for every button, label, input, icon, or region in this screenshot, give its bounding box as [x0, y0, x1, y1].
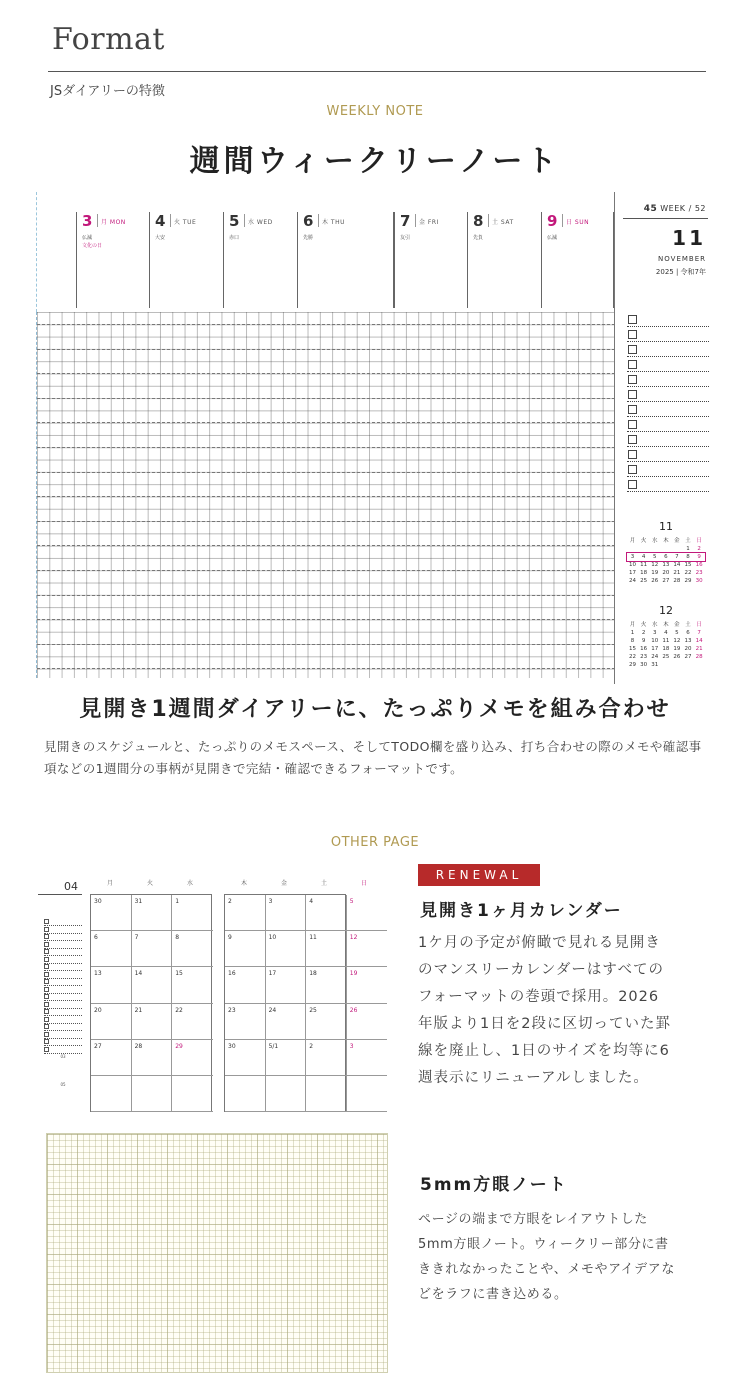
checkbox-icon[interactable] — [628, 480, 637, 489]
monthly-day-cell: 23 — [225, 1004, 266, 1040]
day-column-6 — [298, 212, 394, 308]
mini-calendar-cell: 月 — [629, 622, 636, 628]
monthly-day-cell: 19 — [347, 967, 388, 1003]
mini-calendar-cell: 12 — [673, 638, 681, 644]
mini-calendar-cell: 29 — [629, 662, 637, 668]
day-name: 月 MON — [101, 219, 126, 226]
mini-calendar-cell: 土 — [685, 538, 691, 544]
mini-calendar-cell: 3 — [630, 554, 635, 560]
checkbox-icon — [44, 994, 49, 999]
mini-calendar-cell: 1 — [686, 546, 690, 552]
monthly-day-cell: 14 — [132, 967, 173, 1003]
mini-calendar-cell: 20 — [662, 570, 670, 576]
monthly-weekday-head: 金 — [280, 880, 287, 887]
day-rokuyo: 赤口 — [229, 235, 240, 241]
grid-dashed-line — [37, 644, 615, 645]
checkbox-icon — [44, 964, 49, 969]
monthly-day-cell — [132, 1076, 173, 1112]
monthly-day-cell: 30 — [225, 1040, 266, 1076]
mini-calendar-cell: 9 — [641, 638, 646, 644]
monthly-day-cell: 22 — [172, 1004, 213, 1040]
grid-dashed-line — [37, 595, 615, 596]
side-divider — [623, 218, 708, 219]
mini-calendar-row — [627, 629, 705, 637]
monthly-month-number: 04 — [64, 880, 78, 893]
mini-calendar-cell: 5 — [652, 554, 657, 560]
mini-calendar-cell: 8 — [686, 554, 690, 560]
mini-calendar-cell: 4 — [664, 630, 668, 636]
monthly-day-cell — [225, 1076, 266, 1112]
mini-calendar-row — [627, 537, 705, 545]
mini-calendar-cell: 14 — [695, 638, 703, 644]
mini-calendar-cell: 金 — [674, 538, 680, 544]
mini-calendar-cell: 木 — [663, 622, 669, 628]
mini-calendar-cell — [649, 545, 660, 553]
mini-calendar-cell: 火 — [640, 538, 647, 544]
mini-calendar-cell: 28 — [695, 654, 703, 660]
mini-calendar-cell: 6 — [686, 630, 690, 636]
mini-calendar-cell: 26 — [651, 578, 659, 584]
monthly-day-cell: 30 — [91, 895, 132, 931]
monthly-day-cell: 9 — [225, 931, 266, 967]
monthly-day-cell: 8 — [172, 931, 213, 967]
monthly-day-cell: 20 — [91, 1004, 132, 1040]
monthly-side-rule — [38, 894, 82, 895]
checkbox-icon[interactable] — [628, 435, 637, 444]
day-name: 金 FRI — [419, 219, 439, 226]
grid-dashed-line — [37, 398, 615, 399]
checkbox-icon[interactable] — [628, 345, 637, 354]
checkbox-icon — [44, 957, 49, 962]
mini-calendar-cell: 27 — [662, 578, 670, 584]
todo-row[interactable] — [627, 402, 709, 417]
checkbox-icon — [44, 979, 49, 984]
mini-calendar-cell — [638, 545, 649, 553]
monthly-day-cell: 2 — [306, 1040, 347, 1076]
mini-calendar-cell: 水 — [651, 538, 658, 544]
mini-calendar-cell: 25 — [662, 654, 670, 660]
day-rokuyo: 大安 — [155, 235, 166, 241]
monthly-calendar-image — [36, 866, 388, 1116]
monthly-side-column — [36, 866, 84, 1116]
day-separator — [318, 214, 319, 227]
side-month-number: 11 — [672, 226, 706, 250]
grid-note-image — [46, 1133, 388, 1373]
day-separator — [244, 214, 245, 227]
mini-calendar-cell: 18 — [662, 646, 670, 652]
checkbox-icon — [44, 949, 49, 954]
monthly-weekday-head: 月 — [106, 880, 113, 887]
mini-calendar-cell — [694, 661, 705, 669]
grid-dashed-line — [37, 373, 615, 374]
mini-calendar-cell: 31 — [651, 662, 659, 668]
grid-dashed-line — [37, 496, 615, 497]
grid-dashed-line — [37, 619, 615, 620]
grid-dashed-line — [37, 545, 615, 546]
todo-row[interactable] — [627, 462, 709, 477]
mini-calendar-cell: 30 — [640, 662, 648, 668]
mini-calendar-row — [627, 569, 705, 577]
checkbox-icon — [44, 1039, 49, 1044]
day-number: 9 — [547, 212, 558, 230]
mini-calendar-cell: 火 — [640, 622, 647, 628]
monthly-day-cell: 13 — [91, 967, 132, 1003]
mini-calendar-title: 11 — [659, 520, 673, 533]
monthly-text: 1ケ月の予定が俯瞰で見れる見開きのマンスリーカレンダーはすべてのフォーマットの巻頭で採用。2026年版より1日を2段に区切っていた罫線を廃止し、1日のサイズを均等に6週表示にリニューアルしました。 — [418, 935, 671, 1086]
grid-dashed-line — [37, 349, 615, 350]
day-name: 水 WED — [248, 219, 273, 226]
day-rokuyo: 友引 — [400, 235, 411, 241]
day-separator — [97, 214, 98, 227]
day-separator — [488, 214, 489, 227]
day-holiday: 文化の日 — [82, 243, 103, 249]
todo-row[interactable] — [627, 342, 709, 357]
day-number: 8 — [473, 212, 484, 230]
mini-calendar-cell: 26 — [673, 654, 681, 660]
monthly-day-cell: 26 — [347, 1004, 388, 1040]
mini-calendar-cell: 24 — [651, 654, 659, 660]
checkbox-icon — [44, 1009, 49, 1014]
todo-row[interactable] — [627, 372, 709, 387]
checkbox-icon — [44, 919, 49, 924]
mini-calendar-cell: 23 — [695, 570, 703, 576]
checkbox-icon — [44, 1017, 49, 1022]
weekly-spread-image — [36, 192, 708, 684]
mini-calendar-cell: 21 — [695, 646, 703, 652]
section-subtitle: JSダイアリーの特徴 — [50, 84, 165, 99]
monthly-day-cell: 5/1 — [266, 1040, 307, 1076]
monthly-day-cell: 27 — [91, 1040, 132, 1076]
mini-calendar-cell: 21 — [673, 570, 681, 576]
monthly-day-cell: 24 — [266, 1004, 307, 1040]
monthly-day-cell: 4 — [306, 895, 347, 931]
checkbox-icon — [44, 942, 49, 947]
monthly-weekday-head: 日 — [360, 880, 367, 887]
checkbox-icon[interactable] — [628, 315, 637, 324]
day-rokuyo: 仏滅 — [82, 235, 93, 241]
weekly-headline: 見開き1週間ダイアリーに、たっぷりメモを組み合わせ — [79, 697, 671, 722]
mini-calendar-cell: 9 — [697, 554, 701, 560]
monthly-day-cell: 17 — [266, 967, 307, 1003]
mini-calendar-cell: 1 — [630, 630, 635, 636]
checkbox-icon — [44, 1032, 49, 1037]
monthly-day-cell — [347, 1076, 388, 1112]
mini-calendar-cell: 30 — [695, 578, 703, 584]
monthly-right-page — [224, 894, 358, 1112]
monthly-day-cell: 31 — [132, 895, 173, 931]
monthly-day-cell: 5 — [347, 895, 388, 931]
mini-calendar-cell: 4 — [641, 554, 646, 560]
checkbox-icon — [44, 1024, 49, 1029]
grid-dashed-line — [37, 422, 615, 423]
monthly-day-cell: 7 — [132, 931, 173, 967]
mini-calendar-cell: 11 — [640, 562, 648, 568]
mini-calendar-cell — [682, 661, 693, 669]
mini-calendar-cell: 22 — [629, 654, 637, 660]
day-number: 4 — [155, 212, 166, 230]
monthly-weekday-head: 土 — [320, 880, 327, 887]
checkbox-icon — [44, 1047, 49, 1052]
todo-row[interactable] — [627, 447, 709, 462]
mini-calendar-november — [627, 520, 705, 585]
mini-calendar-cell: 18 — [640, 570, 648, 576]
monthly-weekday-head: 火 — [146, 880, 153, 887]
mini-calendar-cell — [660, 545, 671, 553]
mini-calendar-cell: 7 — [697, 630, 701, 636]
monthly-day-cell — [266, 1076, 307, 1112]
monthly-day-cell: 11 — [306, 931, 347, 967]
day-column-4 — [150, 212, 224, 308]
mini-calendar-row — [627, 653, 705, 661]
monthly-weekday-head: 木 — [240, 880, 247, 887]
day-column-3 — [76, 212, 150, 308]
mini-calendar-cell: 水 — [651, 622, 658, 628]
other-page-label: OTHER PAGE — [330, 835, 420, 850]
mini-calendar-cell: 19 — [651, 570, 659, 576]
day-separator — [170, 214, 171, 227]
memo-grid — [36, 312, 614, 678]
monthly-day-cell: 16 — [225, 967, 266, 1003]
day-column-8 — [468, 212, 542, 308]
monthly-day-cell: 21 — [132, 1004, 173, 1040]
monthly-day-cell: 25 — [306, 1004, 347, 1040]
checkbox-icon — [44, 1002, 49, 1007]
mini-calendar-cell: 28 — [673, 578, 681, 584]
checkbox-icon[interactable] — [628, 375, 637, 384]
side-mini-month-a: 03 — [60, 1054, 66, 1059]
mini-calendar-cell: 木 — [663, 538, 669, 544]
monthly-day-cell: 3 — [266, 895, 307, 931]
mini-calendar-cell: 10 — [651, 638, 659, 644]
day-rokuyo: 先負 — [473, 235, 484, 241]
mini-calendar-cell: 金 — [674, 622, 680, 628]
todo-row[interactable] — [627, 327, 709, 342]
weekly-note-label: WEEKLY NOTE — [326, 104, 424, 119]
mini-calendar-cell: 7 — [675, 554, 679, 560]
mini-calendar-cell: 月 — [629, 538, 636, 544]
mini-calendar-cell: 11 — [662, 638, 670, 644]
mini-calendar-cell: 16 — [695, 562, 703, 568]
mini-calendar-row — [627, 545, 705, 553]
day-name: 日 SUN — [566, 219, 590, 226]
week-number: 45 WEEK / 52 — [643, 204, 706, 214]
monthly-day-cell: 10 — [266, 931, 307, 967]
day-column-5 — [224, 212, 298, 308]
todo-list — [627, 312, 709, 492]
grid-dashed-line — [37, 472, 615, 473]
mini-calendar-row — [627, 637, 705, 645]
monthly-day-cell: 6 — [91, 931, 132, 967]
todo-row[interactable] — [627, 387, 709, 402]
todo-row[interactable] — [627, 477, 709, 492]
monthly-day-cell — [306, 1076, 347, 1112]
grid-title: 5mm方眼ノート — [420, 1175, 568, 1195]
mini-calendar-cell: 27 — [684, 654, 692, 660]
monthly-day-cell: 12 — [347, 931, 388, 967]
grid-dashed-line — [37, 570, 615, 571]
checkbox-icon — [44, 934, 49, 939]
monthly-weekday-head: 水 — [186, 880, 193, 887]
mini-calendar-cell: 3 — [652, 630, 657, 636]
day-column-7 — [394, 212, 468, 308]
mini-calendar-row — [627, 577, 705, 585]
mini-calendar-cell: 2 — [641, 630, 646, 636]
mini-calendar-cell: 29 — [684, 578, 692, 584]
monthly-day-cell — [91, 1076, 132, 1112]
mini-calendar-row — [627, 645, 705, 653]
mini-calendar-cell: 13 — [684, 638, 692, 644]
mini-calendar-cell: 13 — [662, 562, 670, 568]
side-mini-month-b: 05 — [60, 1082, 66, 1087]
grid-dashed-line — [37, 668, 615, 669]
mini-calendar-cell: 19 — [673, 646, 681, 652]
day-name: 木 THU — [322, 219, 345, 226]
section-title: Format — [52, 22, 165, 57]
monthly-todo-row — [44, 1046, 82, 1054]
mini-calendar-cell — [671, 545, 682, 553]
mini-calendar-cell: 土 — [685, 622, 691, 628]
weekly-note-title: 週間ウィークリーノート — [189, 144, 561, 179]
mini-calendar-cell: 10 — [629, 562, 637, 568]
mini-calendar-december — [627, 604, 705, 669]
checkbox-icon[interactable] — [628, 420, 637, 429]
mini-calendar-cell: 23 — [640, 654, 648, 660]
monthly-day-cell: 28 — [132, 1040, 173, 1076]
day-rokuyo: 先勝 — [303, 235, 314, 241]
checkbox-icon — [44, 987, 49, 992]
mini-calendar-cell: 25 — [640, 578, 648, 584]
checkbox-icon[interactable] — [628, 360, 637, 369]
checkbox-icon[interactable] — [628, 450, 637, 459]
day-column-9 — [542, 212, 614, 308]
mini-calendar-cell: 20 — [684, 646, 692, 652]
checkbox-icon[interactable] — [628, 465, 637, 474]
todo-row[interactable] — [627, 417, 709, 432]
mini-calendar-cell — [671, 661, 682, 669]
day-number: 7 — [400, 212, 411, 230]
weekly-side-panel — [614, 192, 708, 684]
checkbox-icon — [44, 927, 49, 932]
page-edge-dash — [36, 192, 37, 312]
mini-calendar-cell: 8 — [630, 638, 635, 644]
mini-calendar-cell: 15 — [684, 562, 692, 568]
mini-calendar-cell: 22 — [684, 570, 692, 576]
monthly-day-cell: 2 — [225, 895, 266, 931]
monthly-day-cell: 29 — [172, 1040, 213, 1076]
day-separator — [562, 214, 563, 227]
todo-row[interactable] — [627, 312, 709, 327]
mini-calendar-cell: 日 — [696, 538, 702, 544]
day-name: 火 TUE — [174, 219, 197, 226]
mini-calendar-cell: 17 — [651, 646, 659, 652]
todo-row[interactable] — [627, 357, 709, 372]
day-number: 6 — [303, 212, 314, 230]
grid-text: ページの端まで方眼をレイアウトした5mm方眼ノート。ウィークリー部分に書ききれなかったことや、メモやアイデアなどをラフに書き込める。 — [418, 1212, 675, 1302]
mini-calendar-cell: 6 — [664, 554, 668, 560]
mini-calendar-cell — [627, 545, 638, 553]
day-name: 土 SAT — [492, 219, 514, 226]
section-divider — [48, 71, 706, 72]
monthly-day-cell — [172, 1076, 213, 1112]
mini-calendar-row — [627, 553, 705, 561]
monthly-day-cell: 18 — [306, 967, 347, 1003]
mini-calendar-row — [627, 621, 705, 629]
mini-calendar-row — [627, 561, 705, 569]
mini-calendar-cell — [660, 661, 671, 669]
mini-calendar-cell: 12 — [651, 562, 659, 568]
monthly-day-cell: 15 — [172, 967, 213, 1003]
mini-calendar-cell: 2 — [697, 546, 701, 552]
grid-dashed-line — [37, 521, 615, 522]
mini-calendar-row — [627, 661, 705, 669]
checkbox-icon[interactable] — [628, 390, 637, 399]
mini-calendar-cell: 15 — [629, 646, 637, 652]
renewal-badge: RENEWAL — [418, 864, 540, 886]
monthly-day-cell: 3 — [347, 1040, 388, 1076]
mini-calendar-cell: 16 — [640, 646, 648, 652]
side-year: 2025 | 令和7年 — [655, 268, 706, 276]
mini-calendar-title: 12 — [659, 604, 673, 617]
mini-calendar-cell: 14 — [673, 562, 681, 568]
checkbox-icon — [44, 972, 49, 977]
day-number: 3 — [82, 212, 93, 230]
mini-calendar-cell: 24 — [629, 578, 637, 584]
grid-dashed-line — [37, 324, 615, 325]
mini-calendar-cell: 5 — [675, 630, 679, 636]
monthly-day-cell: 1 — [172, 895, 213, 931]
day-separator — [415, 214, 416, 227]
todo-row[interactable] — [627, 432, 709, 447]
monthly-title: 見開き1ヶ月カレンダー — [420, 901, 623, 921]
monthly-left-page — [90, 894, 212, 1112]
mini-calendar-cell: 17 — [629, 570, 637, 576]
mini-calendar-cell: 日 — [696, 622, 702, 628]
day-rokuyo: 仏滅 — [547, 235, 558, 241]
checkbox-icon[interactable] — [628, 330, 637, 339]
side-month-name: NOVEMBER — [658, 255, 706, 263]
day-number: 5 — [229, 212, 240, 230]
checkbox-icon[interactable] — [628, 405, 637, 414]
weekly-description: 見開きのスケジュールと、たっぷりのメモスペース、そしてTODO欄を盛り込み、打ち合わせの際のメモや確認事項などの1週間分の事柄が見開きで完結・確認できるフォーマットです。 — [44, 739, 702, 776]
grid-dashed-line — [37, 447, 615, 448]
